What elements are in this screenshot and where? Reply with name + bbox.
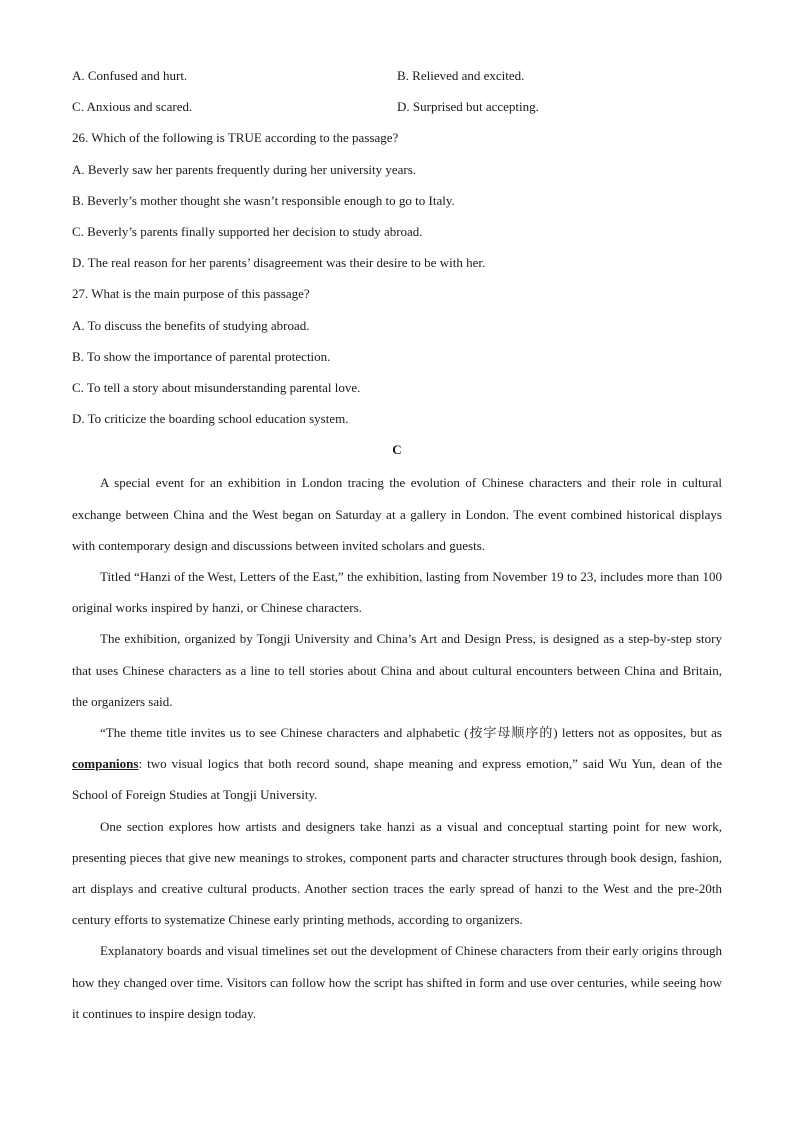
q27-option-a: A. To discuss the benefits of studying abroad. (72, 317, 310, 333)
q25-option-b: B. Relieved and excited. (397, 68, 525, 83)
q25-options-row-1 (72, 62, 722, 93)
passage-paragraph-3: The exhibition, organized by Tongji University and China’s Art and Design Press, is designed as a step-by-step story that uses Chinese characters as a line to tell stories about China and about cultural encounters between China and Britain, the organizers said. (72, 631, 722, 709)
section-label: C (392, 442, 402, 458)
q25-option-c: C. Anxious and scared. (72, 99, 193, 115)
q27-question: 27. What is the main purpose of this passage? (72, 286, 310, 302)
passage-paragraph-1: A special event for an exhibition in London tracing the evolution of Chinese characters and their role in cultural exchange between China and the West began on Saturday at a gallery in London. The event combined historical displays with contemporary design and discussions between invited scholars and guests. (72, 475, 722, 553)
passage-paragraph-4 (72, 717, 722, 811)
q26-option-c: C. Beverly’s parents finally supported her decision to study abroad. (72, 223, 423, 239)
paragraph-4-start: “The theme title invites us to see Chinese characters and alphabetic (按字母顺序的) letters not as opposites, but as (100, 725, 722, 741)
q27-option-b: B. To show the importance of parental protection. (72, 348, 331, 364)
q27-option-d: D. To criticize the boarding school education system. (72, 411, 349, 427)
paragraph-4-end: : two visual logics that both record sound, shape meaning and express emotion,” said Wu Yun, dean of the School of Foreign Studies at Tongji University. (72, 756, 722, 803)
q26-option-b: B. Beverly’s mother thought she wasn’t responsible enough to go to Italy. (72, 192, 455, 208)
exam-page (72, 62, 722, 1029)
passage-paragraph-2: Titled “Hanzi of the West, Letters of the East,” the exhibition, lasting from November 19 to 23, includes more than 100 original works inspired by hanzi, or Chinese characters. (72, 569, 722, 616)
q26-question: 26. Which of the following is TRUE according to the passage? (72, 130, 399, 146)
q25-option-a: A. Confused and hurt. (72, 68, 188, 83)
q26-option-d: D. The real reason for her parents’ disagreement was their desire to be with her. (72, 255, 486, 271)
q27-option-c: C. To tell a story about misunderstanding parental love. (72, 379, 361, 395)
q26-option-a: A. Beverly saw her parents frequently during her university years. (72, 161, 417, 177)
vocab-keyword: companions (72, 756, 139, 772)
q25-options-row-2 (72, 93, 722, 124)
passage-paragraph-6: Explanatory boards and visual timelines set out the development of Chinese characters from their early origins through how they changed over time. Visitors can follow how the script has shifted in form and use over centuries, while seeing how it continues to inspire design today. (72, 943, 722, 1021)
passage-paragraph-5: One section explores how artists and designers take hanzi as a visual and conceptual starting point for new work, presenting pieces that give new meanings to strokes, component parts and character structures through book design, fashion, art displays and creative cultural products. Another section traces the early spread of hanzi to the West and the pre-20th century efforts to systematize Chinese early printing methods, according to organizers. (72, 818, 722, 928)
q25-option-d: D. Surprised but accepting. (397, 99, 539, 115)
